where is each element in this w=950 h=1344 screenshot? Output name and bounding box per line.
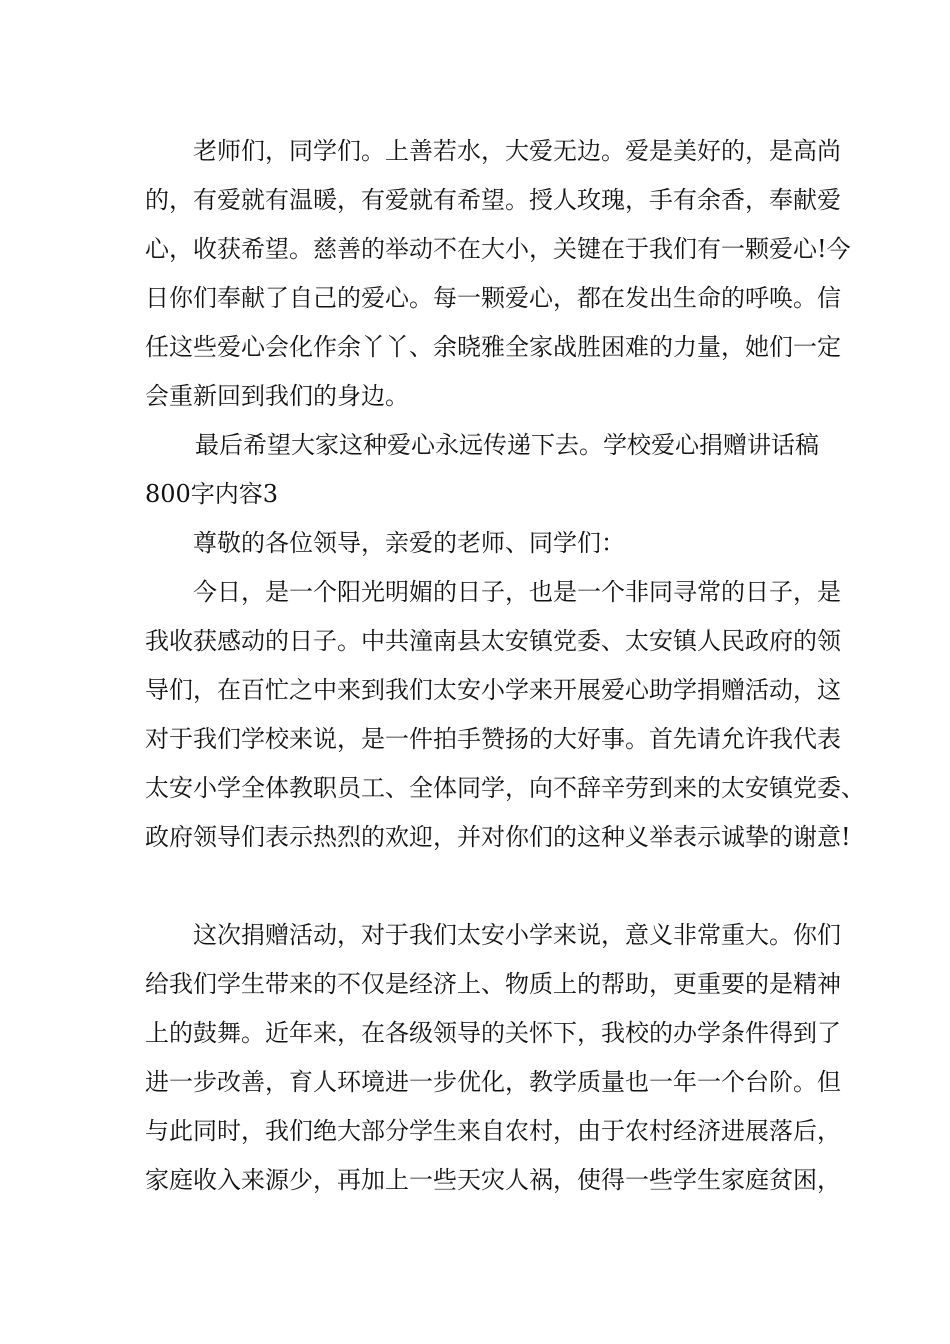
text-line: 太安小学全体教职员工、全体同学，向不辞辛劳到来的太安镇党委、 xyxy=(145,774,865,802)
text-line: 导们，在百忙之中来到我们太安小学来开展爱心助学捐赠活动，这 xyxy=(145,676,841,704)
text-line: 我收获感动的日子。中共潼南县太安镇党委、太安镇人民政府的领 xyxy=(145,627,841,655)
text-line: 心，收获希望。慈善的举动不在大小，关键在于我们有一颗爱心!今 xyxy=(145,235,851,263)
text-line: 会重新回到我们的身边。 xyxy=(145,382,409,410)
text-line: 最后希望大家这种爱心永远传递下去。学校爱心捐赠讲话稿 xyxy=(195,431,819,459)
text-line: 的，有爱就有温暖，有爱就有希望。授人玫瑰，手有余香，奉献爱 xyxy=(145,186,841,214)
text-line: 任这些爱心会化作余丫丫、余晓雅全家战胜困难的力量，她们一定 xyxy=(145,333,841,361)
text-line: 今日，是一个阳光明媚的日子，也是一个非同寻常的日子，是 xyxy=(193,578,841,606)
text-line: 给我们学生带来的不仅是经济上、物质上的帮助，更重要的是精神 xyxy=(145,970,841,998)
text-line: 对于我们学校来说，是一件拍手赞扬的大好事。首先请允许我代表 xyxy=(145,725,841,753)
text-line: 800字内容3 xyxy=(145,480,279,508)
text-line: 日你们奉献了自己的爱心。每一颗爱心，都在发出生命的呼唤。信 xyxy=(145,284,841,312)
text-line: 进一步改善，育人环境进一步优化，教学质量也一年一个台阶。但 xyxy=(145,1068,841,1096)
text-line: 家庭收入来源少，再加上一些天灾人祸，使得一些学生家庭贫困， xyxy=(145,1166,841,1194)
text-line: 老师们，同学们。上善若水，大爱无边。爱是美好的，是高尚 xyxy=(193,137,841,165)
salutation: 尊敬的各位领导，亲爱的老师、同学们： xyxy=(193,529,625,557)
text-line: 这次捐赠活动，对于我们太安小学来说，意义非常重大。你们 xyxy=(193,921,841,949)
text-line: 上的鼓舞。近年来，在各级领导的关怀下，我校的办学条件得到了 xyxy=(145,1019,841,1047)
text-line: 政府领导们表示热烈的欢迎，并对你们的这种义举表示诚挚的谢意! xyxy=(145,823,851,851)
text-line: 与此同时，我们绝大部分学生来自农村，由于农村经济进展落后， xyxy=(145,1117,841,1145)
